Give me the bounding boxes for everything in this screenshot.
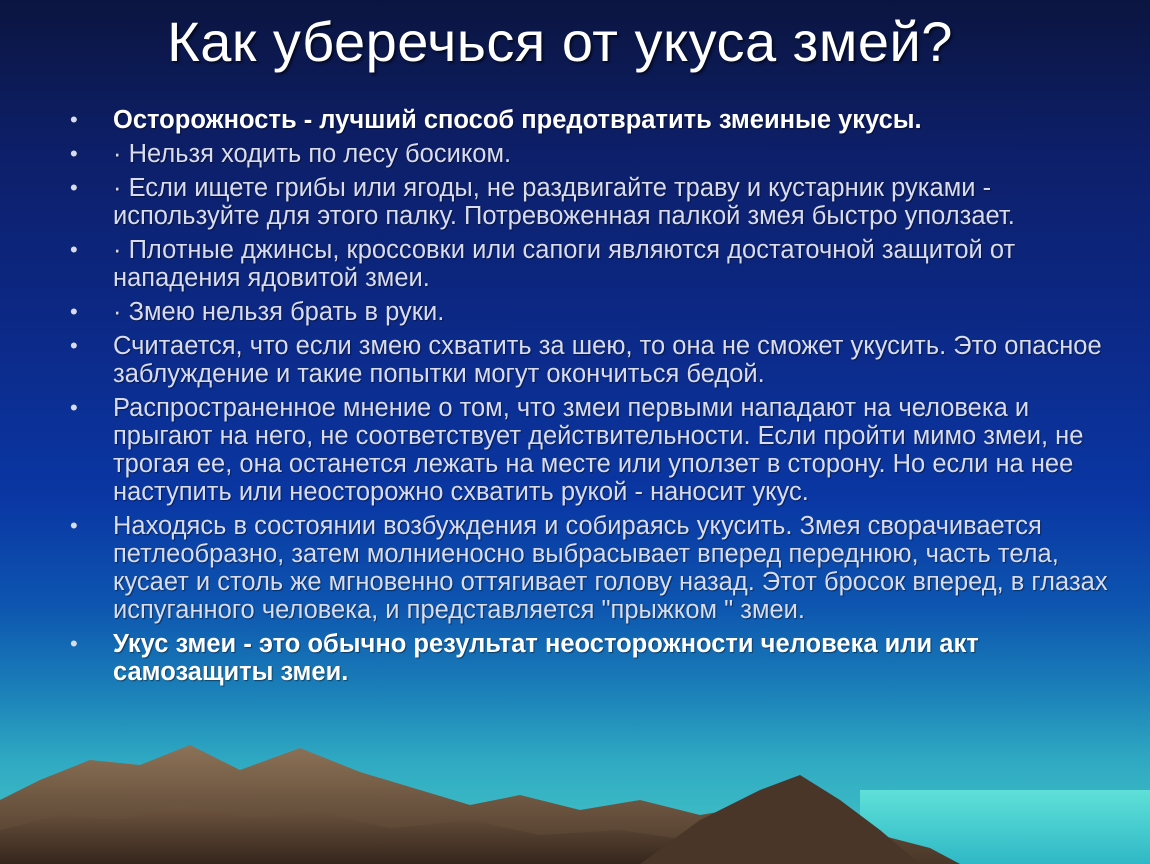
list-item: [0, 332, 1150, 388]
bullet-icon: •: [70, 141, 78, 166]
bullet-icon: •: [70, 299, 78, 324]
list-item-text: Находясь в состоянии возбуждения и собираясь укусить. Змея сворачивается петлеобразно, затем молниеносно выбрасывает вперед переднюю, часть тела, кусает и столь же мгновенно оттягивает голову назад. Этот бросок вперед, в глазах испуганного человека, и представляется "прыжком " змеи.: [113, 512, 1108, 624]
list-item: [0, 512, 1150, 624]
list-item-text: Считается, что если змею схватить за шею, то она не сможет укусить. Это опасное заблуждение и такие попытки могут окончиться бедой.: [113, 332, 1102, 388]
bullet-icon: •: [70, 107, 78, 132]
list-item-text: · Плотные джинсы, кроссовки или сапоги являются достаточной защитой от нападения ядовитой змеи.: [113, 236, 1016, 292]
list-item-text: · Если ищете грибы или ягоды, не раздвигайте траву и кустарник руками - используйте для этого палку. Потревоженная палкой змея быстро уползает.: [113, 174, 1015, 230]
list-item: [0, 298, 1150, 326]
list-item-text: · Нельзя ходить по лесу босиком.: [113, 140, 512, 168]
list-item-text: Осторожность - лучший способ предотвратить змеиные укусы.: [113, 106, 922, 134]
list-item-text: · Змею нельзя брать в руки.: [113, 298, 445, 326]
bullet-icon: •: [70, 175, 78, 200]
bullet-icon: •: [70, 395, 78, 420]
list-item-text: Распространенное мнение о том, что змеи первыми нападают на человека и прыгают на него, не соответствует действительности. Если пройти мимо змеи, не трогая ее, она останется лежать на месте или уползет в сторону. Но если на нее наступить или неосторожно схватить рукой - наносит укус.: [113, 394, 1084, 506]
list-item: [0, 140, 1150, 168]
bullet-icon: •: [70, 333, 78, 358]
bullet-icon: •: [70, 631, 78, 656]
bullet-list: [0, 106, 1150, 692]
list-item: [0, 394, 1150, 506]
list-item: [0, 236, 1150, 292]
bullet-icon: •: [70, 237, 78, 262]
slide-title: Как уберечься от укуса змей?: [167, 10, 953, 73]
list-item: [0, 630, 1150, 686]
list-item: [0, 106, 1150, 134]
list-item-text: Укус змеи - это обычно результат неосторожности человека или акт самозащиты змеи.: [113, 630, 979, 686]
bullet-icon: •: [70, 513, 78, 538]
list-item: [0, 174, 1150, 230]
